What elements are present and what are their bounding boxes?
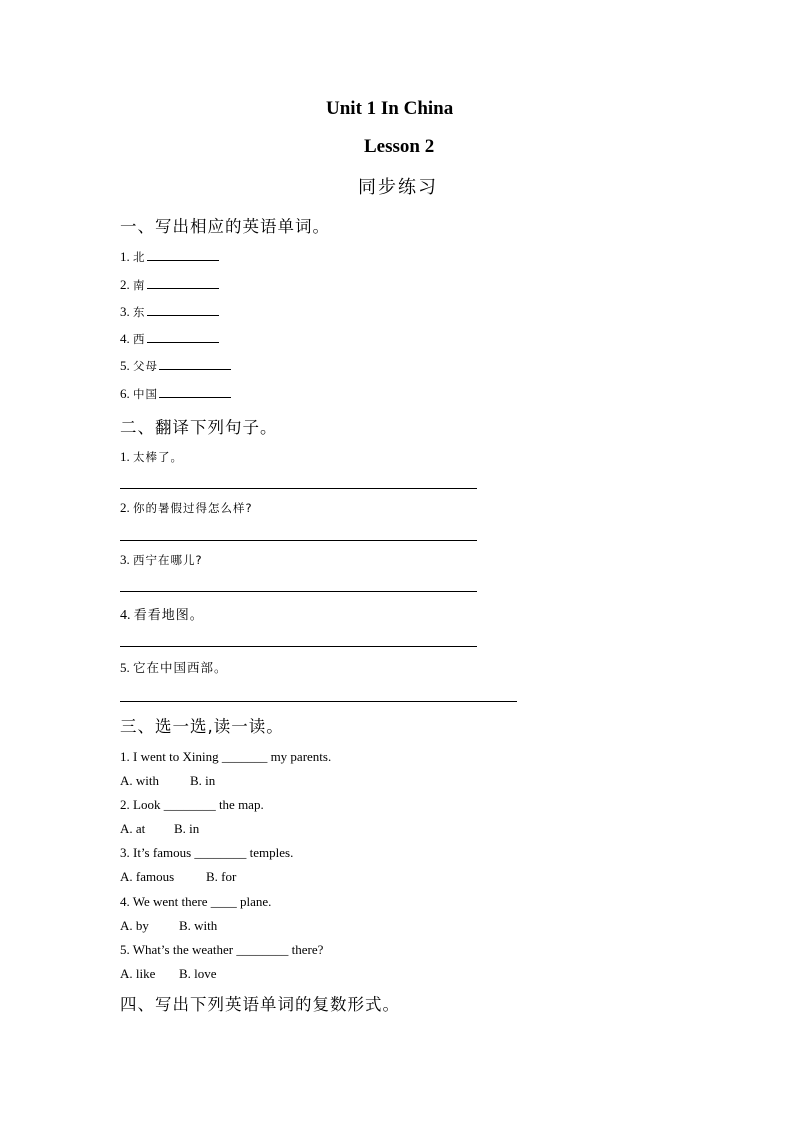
item-number: 3.	[120, 552, 130, 567]
item-number: 4.	[120, 608, 131, 623]
word-item	[120, 248, 219, 265]
section-2-heading: 二、翻译下列句子。	[120, 418, 278, 437]
section-1-heading: 一、写出相应的英语单词。	[120, 217, 330, 236]
item-number: 5.	[120, 660, 130, 675]
chinese-word: 南	[133, 278, 146, 292]
chinese-word: 父母	[133, 359, 158, 373]
chinese-sentence: 你的暑假过得怎么样?	[133, 501, 253, 515]
word-item	[120, 357, 231, 374]
word-item	[120, 303, 219, 320]
translate-item	[120, 604, 204, 624]
lesson-title: Lesson 2	[364, 136, 435, 157]
translate-item	[120, 449, 183, 465]
chinese-word: 西	[133, 332, 146, 346]
item-number: 2.	[120, 500, 130, 515]
translate-item	[120, 552, 203, 568]
question-text: 5. What’s the weather ________ there?	[120, 942, 324, 957]
page-title: Unit 1 In China	[326, 98, 454, 119]
item-number: 3.	[120, 304, 130, 319]
chinese-sentence: 看看地图。	[133, 608, 204, 623]
option-a[interactable]: A. at	[120, 821, 146, 836]
chinese-sentence: 它在中国西部。	[133, 660, 228, 675]
translate-item	[120, 658, 228, 676]
section-3-heading: 三、选一选,读一读。	[120, 717, 284, 736]
chinese-word: 东	[133, 305, 146, 319]
answer-line[interactable]	[120, 488, 477, 489]
answer-blank[interactable]	[147, 303, 219, 316]
option-a[interactable]: A. like	[120, 966, 156, 981]
translate-item	[120, 500, 253, 516]
question-text: 4. We went there ____ plane.	[120, 894, 272, 909]
item-number: 1.	[120, 249, 130, 264]
answer-blank[interactable]	[147, 330, 219, 343]
item-number: 2.	[120, 277, 130, 292]
option-b[interactable]: B. for	[206, 869, 237, 884]
question-text: 1. I went to Xining _______ my parents.	[120, 749, 332, 764]
option-a[interactable]: A. with	[120, 773, 159, 788]
item-number: 6.	[120, 386, 130, 401]
question-text: 2. Look ________ the map.	[120, 797, 264, 812]
word-item	[120, 385, 231, 402]
item-number: 1.	[120, 449, 130, 464]
option-b[interactable]: B. love	[179, 966, 217, 981]
word-item	[120, 276, 219, 293]
answer-blank[interactable]	[159, 357, 231, 370]
exercise-subtitle: 同步练习	[358, 177, 438, 198]
option-b[interactable]: B. with	[179, 918, 218, 933]
option-b[interactable]: B. in	[174, 821, 200, 836]
word-item	[120, 330, 219, 347]
answer-blank[interactable]	[159, 385, 231, 398]
answer-line[interactable]	[120, 540, 477, 541]
chinese-sentence: 太棒了。	[133, 450, 183, 464]
item-number: 5.	[120, 358, 130, 373]
question-text: 3. It’s famous ________ temples.	[120, 845, 294, 860]
answer-blank[interactable]	[147, 276, 219, 289]
item-number: 4.	[120, 331, 130, 346]
chinese-word: 北	[133, 250, 146, 264]
chinese-sentence: 西宁在哪儿?	[133, 553, 203, 567]
option-a[interactable]: A. famous	[120, 869, 175, 884]
option-b[interactable]: B. in	[190, 773, 216, 788]
chinese-word: 中国	[133, 387, 158, 401]
answer-line[interactable]	[120, 591, 477, 592]
answer-blank[interactable]	[147, 248, 219, 261]
option-a[interactable]: A. by	[120, 918, 149, 933]
section-4-heading: 四、写出下列英语单词的复数形式。	[120, 995, 400, 1014]
answer-line[interactable]	[120, 701, 517, 702]
answer-line[interactable]	[120, 646, 477, 647]
